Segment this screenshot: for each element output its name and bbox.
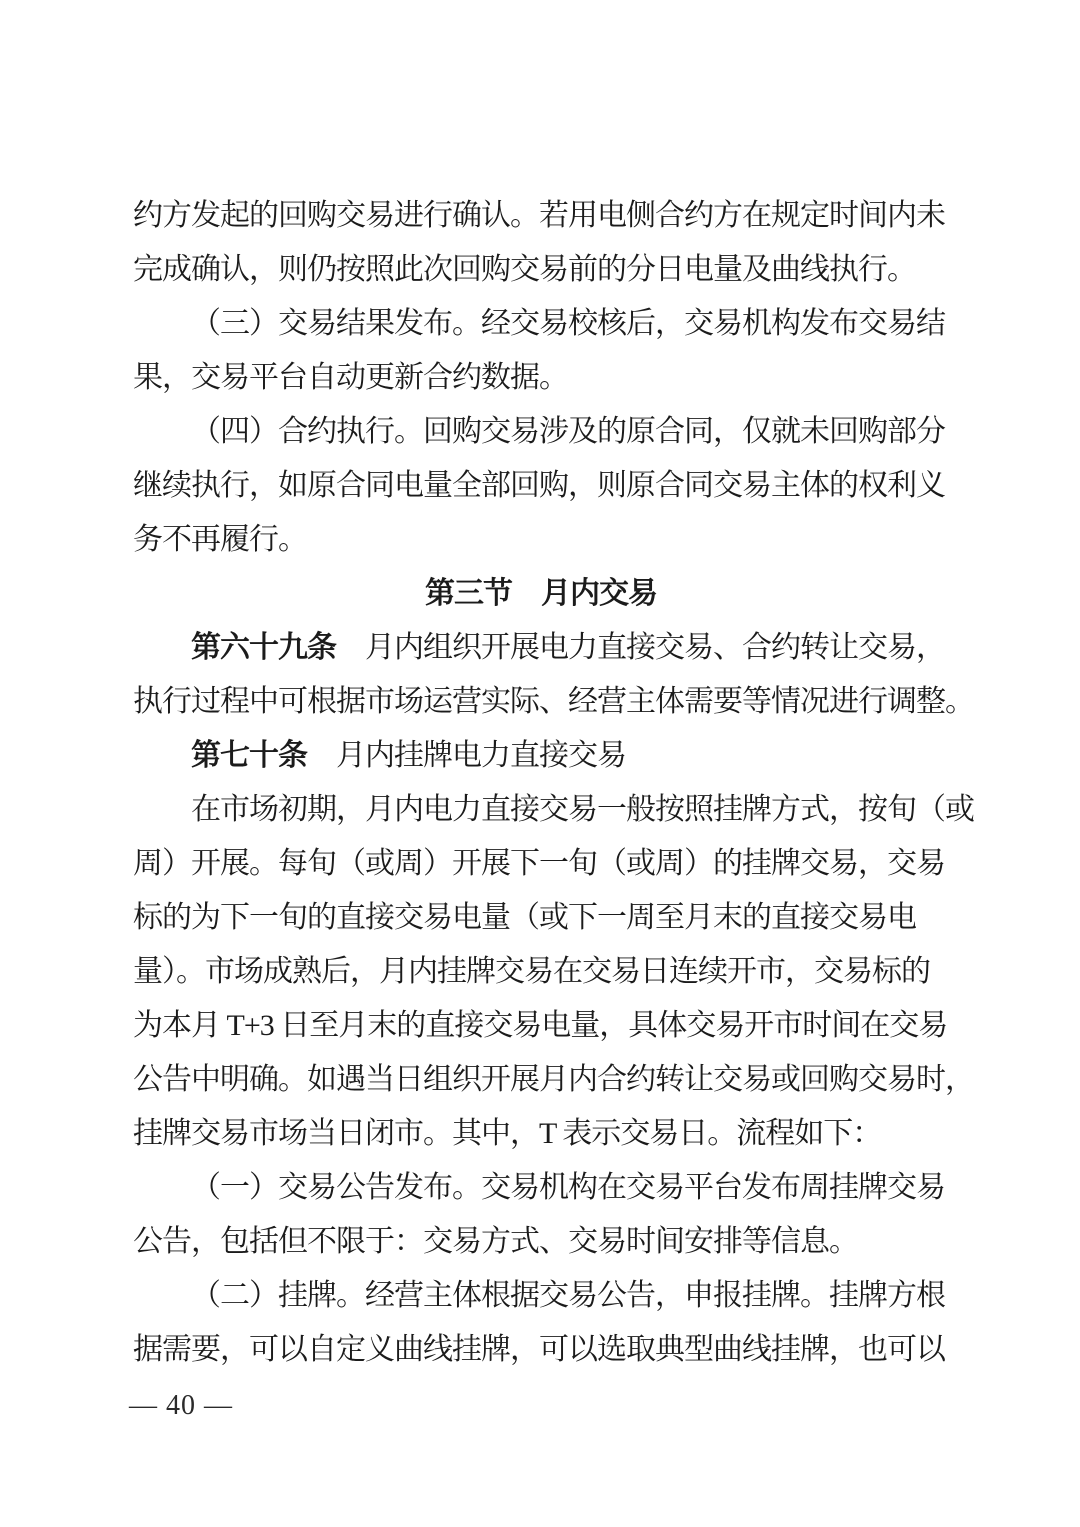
body-line (133, 837, 949, 891)
body-line (133, 513, 949, 567)
body-text: 公告中明确。如遇当日组织开展月内合约转让交易或回购交易时， (133, 1063, 974, 1096)
body-line (133, 459, 949, 513)
body-text: 完成确认，则仍按照此次回购交易前的分日电量及曲线执行。 (133, 253, 916, 286)
body-text: 月内组织开展电力直接交易、合约转让交易， (336, 631, 945, 664)
body-line (133, 297, 949, 351)
body-line (133, 1053, 974, 1107)
body-line (133, 621, 949, 675)
body-text: 在市场初期，月内电力直接交易一般按照挂牌方式，按旬（或 (191, 793, 974, 826)
body-text: 为本月 T+3 日至月末的直接交易电量，具体交易开市时间在交易 (133, 1009, 948, 1042)
body-text: 约方发起的回购交易进行确认。若用电侧合约方在规定时间内未 (133, 199, 945, 232)
body-line (133, 243, 949, 297)
body-line (133, 891, 949, 945)
text-block (133, 189, 974, 1377)
body-text: 据需要，可以自定义曲线挂牌，可以选取典型曲线挂牌，也可以 (133, 1333, 945, 1366)
body-line (133, 1269, 949, 1323)
body-text: （一）交易公告发布。交易机构在交易平台发布周挂牌交易 (191, 1171, 945, 1204)
section-heading-text: 第三节 月内交易 (425, 577, 657, 610)
body-text: 月内挂牌电力直接交易 (307, 739, 626, 772)
body-line (133, 729, 949, 783)
body-text: 周）开展。每旬（或周）开展下一旬（或周）的挂牌交易，交易 (133, 847, 945, 880)
body-line (133, 405, 949, 459)
body-line (133, 189, 949, 243)
body-line (133, 675, 974, 729)
body-text: 公告，包括但不限于：交易方式、交易时间安排等信息。 (133, 1225, 858, 1258)
body-text: 挂牌交易市场当日闭市。其中，T 表示交易日。流程如下： (133, 1117, 882, 1150)
body-text: 果，交易平台自动更新合约数据。 (133, 361, 568, 394)
body-line (133, 351, 949, 405)
page-number-text: — 40 — (129, 1390, 233, 1421)
body-text: （二）挂牌。经营主体根据交易公告，申报挂牌。挂牌方根 (191, 1279, 945, 1312)
body-line (133, 783, 974, 837)
article-number: 第七十条 (191, 739, 307, 772)
body-text: （四）合约执行。回购交易涉及的原合同，仅就未回购部分 (191, 415, 945, 448)
body-text: 执行过程中可根据市场运营实际、经营主体需要等情况进行调整。 (133, 685, 974, 718)
body-text: 继续执行，如原合同电量全部回购，则原合同交易主体的权利义 (133, 469, 945, 502)
section-heading (133, 567, 949, 621)
body-line (133, 999, 949, 1053)
page-number (129, 1385, 233, 1427)
body-line (133, 1107, 949, 1161)
body-line (133, 945, 949, 999)
body-line (133, 1215, 949, 1269)
body-line (133, 1161, 949, 1215)
body-text: 标的为下一旬的直接交易电量（或下一周至月末的直接交易电 (133, 901, 916, 934)
body-text: 量）。市场成熟后，月内挂牌交易在交易日连续开市，交易标的 (133, 955, 930, 988)
article-number: 第六十九条 (191, 631, 336, 664)
body-text: （三）交易结果发布。经交易校核后，交易机构发布交易结 (191, 307, 945, 340)
body-text: 务不再履行。 (133, 523, 307, 556)
body-line (133, 1323, 949, 1377)
